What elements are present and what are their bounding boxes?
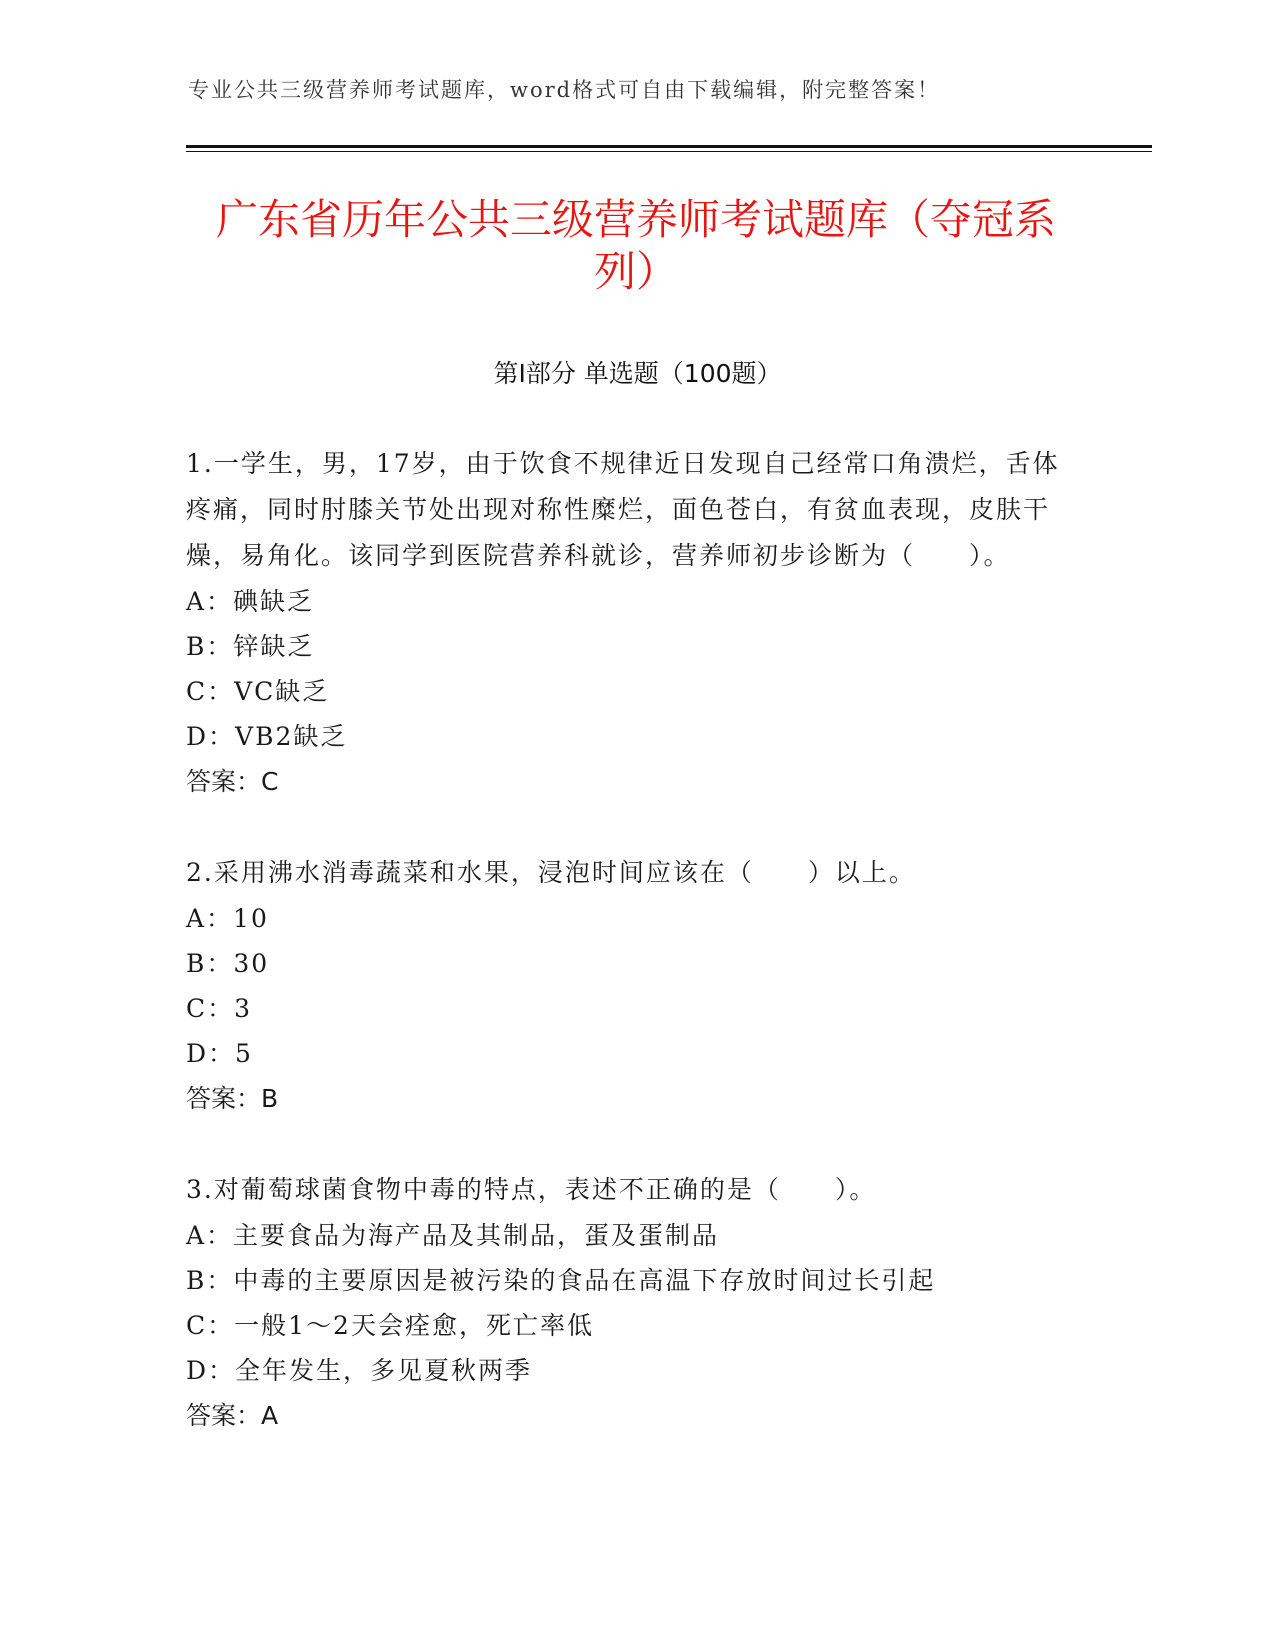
answer: 答案：C	[186, 767, 279, 796]
question-list	[186, 441, 1066, 1484]
question-1	[186, 441, 1066, 804]
section-title: 第Ⅰ部分 单选题（100题）	[493, 359, 782, 388]
question-stem: 3.对葡萄球菌食物中毒的特点，表述不正确的是（ ）。	[186, 1175, 877, 1204]
answer: 答案：B	[186, 1084, 279, 1113]
question-stem: 2.采用沸水消毒蔬菜和水果，浸泡时间应该在（ ）以上。	[186, 858, 916, 887]
question-3	[186, 1167, 1066, 1438]
option-c: C：VC缺乏	[186, 677, 330, 706]
option-c: C：一般1～2天会痊愈，死亡率低	[186, 1311, 594, 1340]
header-rule-thin	[186, 151, 1152, 152]
option-a: A：主要食品为海产品及其制品，蛋及蛋制品	[186, 1221, 720, 1250]
question-2	[186, 850, 1066, 1121]
option-d: D：全年发生，多见夏秋两季	[186, 1356, 533, 1385]
answer: 答案：A	[186, 1401, 279, 1430]
option-c: C：3	[186, 994, 253, 1023]
option-a: A：10	[186, 904, 269, 933]
header-note: 专业公共三级营养师考试题库，word格式可自由下载编辑，附完整答案！	[188, 78, 941, 102]
option-b: B：30	[186, 949, 270, 978]
option-d: D：VB2缺乏	[186, 722, 348, 751]
option-b: B：锌缺乏	[186, 632, 315, 661]
option-b: B：中毒的主要原因是被污染的食品在高温下存放时间过长引起	[186, 1266, 936, 1295]
header-rule-thick	[186, 145, 1152, 148]
option-a: A：碘缺乏	[186, 587, 315, 616]
option-d: D：5	[186, 1039, 253, 1068]
document-title: 广东省历年公共三级营养师考试题库（夺冠系列）	[215, 195, 1056, 296]
question-stem: 1.一学生，男，17岁，由于饮食不规律近日发现自己经常口角溃烂，舌体疼痛，同时肘膝关节处出现对称性糜烂，面色苍白，有贫血表现，皮肤干燥，易角化。该同学到医院营养科就诊，营养师初步诊断为（ ）。	[186, 449, 1060, 570]
